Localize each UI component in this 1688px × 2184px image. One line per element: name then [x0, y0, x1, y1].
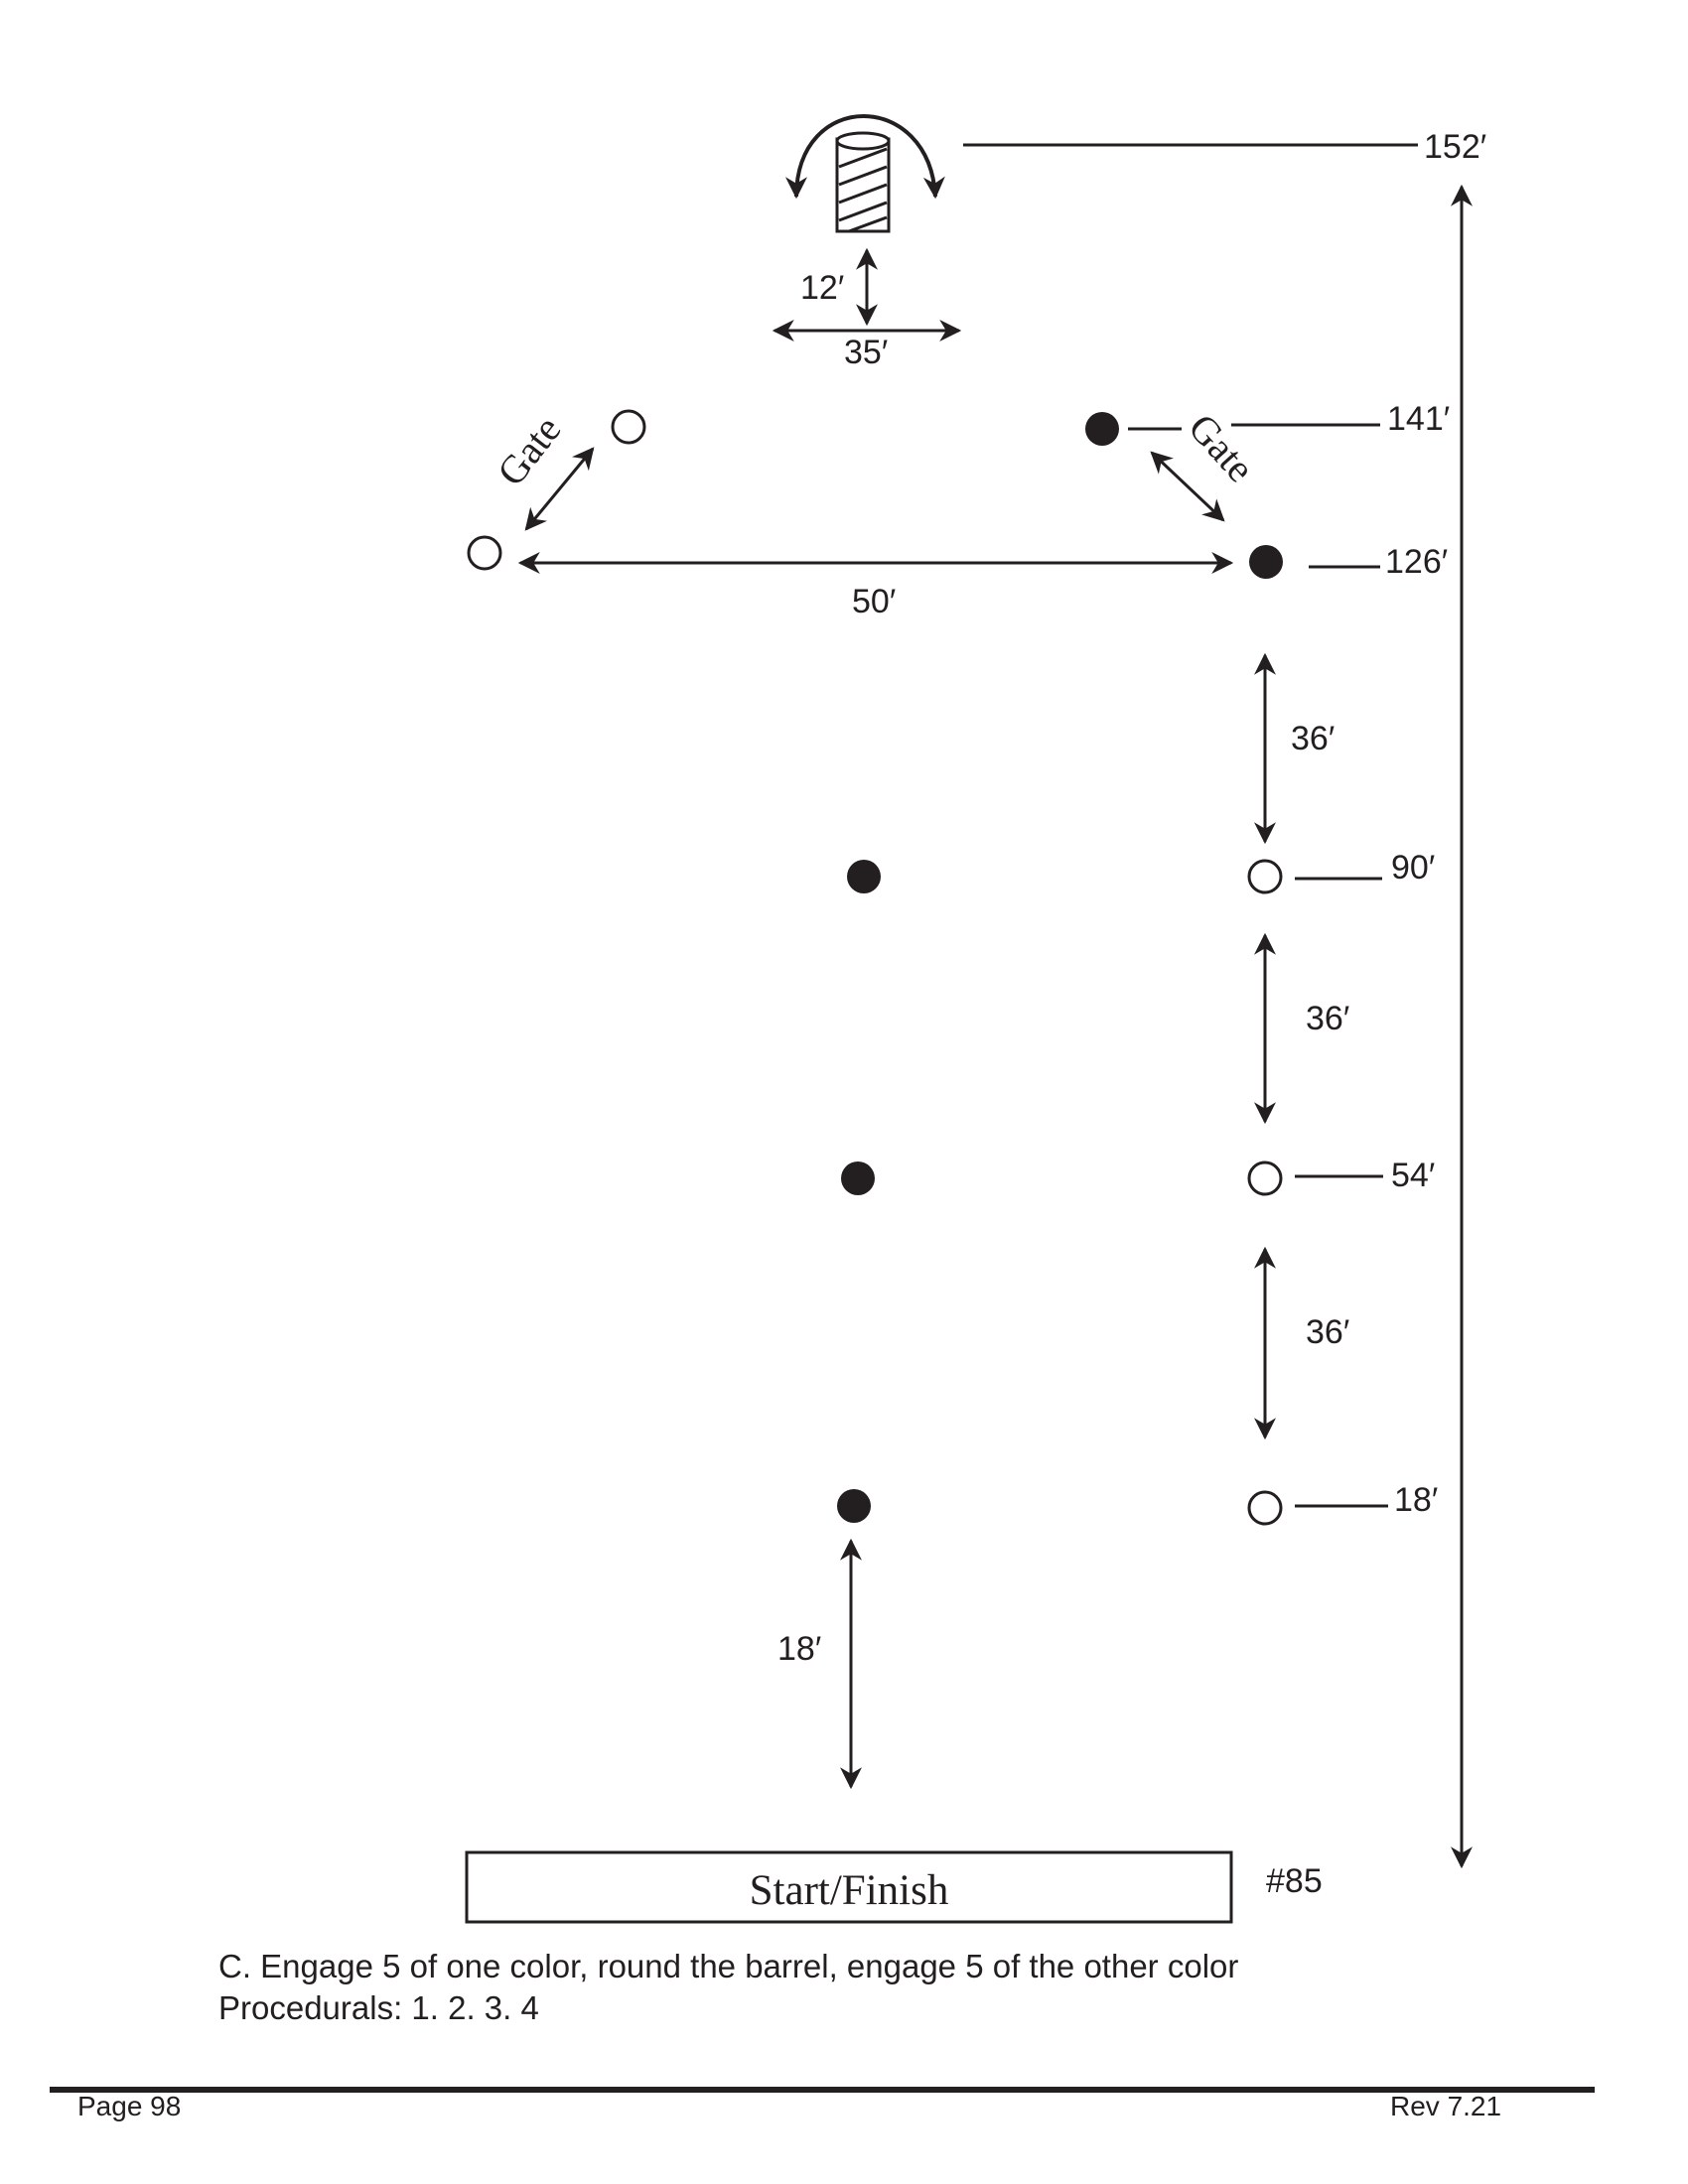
balloon-filled-126-right: [1249, 545, 1283, 579]
barrel-icon: [837, 133, 889, 231]
balloon-open-54-right: [1249, 1162, 1281, 1194]
course-number: #85: [1266, 1862, 1323, 1900]
balloon-filled-90-center: [847, 860, 881, 893]
caption-line-2: Procedurals: 1. 2. 3. 4: [218, 1989, 539, 2026]
page-number: Page 98: [77, 2091, 182, 2121]
balloon-open-18-right: [1249, 1492, 1281, 1524]
spacing-c-label: 36′: [1306, 1313, 1350, 1351]
row-141-label: 141′: [1387, 400, 1451, 438]
balloon-filled-gate-right-top: [1085, 412, 1119, 446]
row-54-label: 54′: [1391, 1157, 1436, 1194]
total-length-label: 152′: [1424, 128, 1487, 166]
start-gap-label: 18′: [777, 1630, 822, 1668]
course-caption: [218, 1946, 1238, 2029]
balloon-open-gate-left-top: [613, 411, 644, 443]
row-18-label: 18′: [1394, 1481, 1439, 1519]
barrel-depth-label: 12′: [800, 269, 845, 307]
start-finish-label: Start/Finish: [749, 1867, 949, 1914]
row-90-label: 90′: [1391, 849, 1436, 887]
barrel-width-label: 35′: [844, 334, 889, 371]
gate-span-label: 50′: [852, 583, 897, 620]
balloon-filled-54-center: [841, 1161, 875, 1195]
balloon-filled-18-center: [837, 1489, 871, 1523]
footer-rule: [50, 2087, 1595, 2093]
balloon-open-gate-left-bottom: [469, 537, 500, 569]
gate-left-label: Gate: [488, 407, 570, 494]
row-126-label: 126′: [1385, 543, 1449, 581]
spacing-a-label: 36′: [1291, 720, 1336, 757]
caption-line-1: C. Engage 5 of one color, round the barrel, engage 5 of the other color: [218, 1948, 1239, 1984]
gate-right-label: Gate: [1180, 404, 1264, 491]
revision-label: Rev 7.21: [1390, 2091, 1502, 2121]
spacing-b-label: 36′: [1306, 1000, 1350, 1037]
balloon-open-90-right: [1249, 861, 1281, 892]
